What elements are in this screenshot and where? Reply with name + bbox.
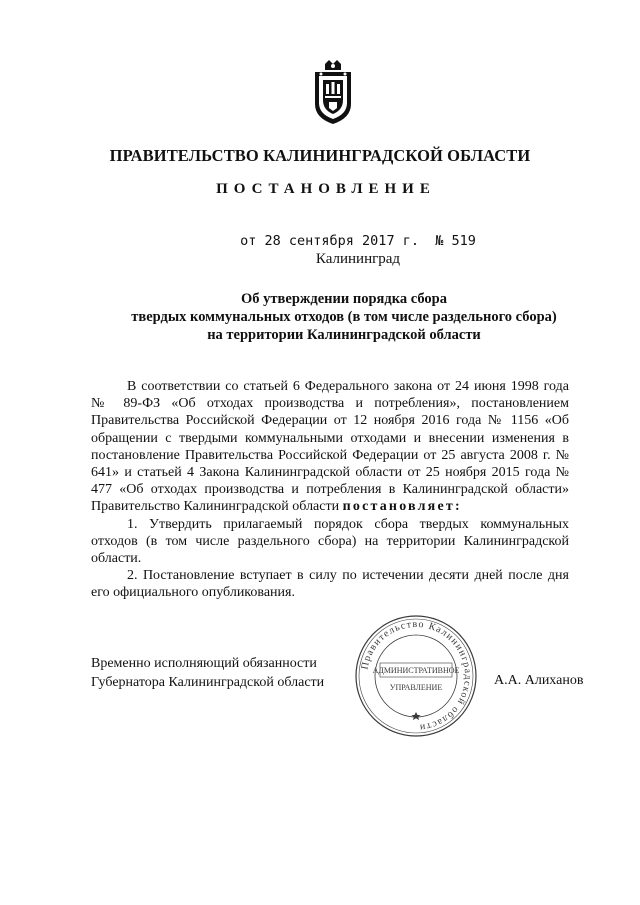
- preamble-paragraph: [91, 378, 569, 516]
- document-body: [91, 378, 569, 602]
- signatory-name: А.А. Алиханов: [494, 673, 584, 688]
- coat-of-arms-icon: [311, 60, 355, 126]
- star-icon: [412, 712, 421, 720]
- position-line: Временно исполняющий обязанности: [91, 656, 317, 671]
- stamp-center-line-1: АДМИНИСТРАТИВНОЕ: [372, 666, 460, 675]
- document-type: ПОСТАНОВЛЕНИЕ: [216, 181, 436, 197]
- stamp-center-line-2: УПРАВЛЕНИЕ: [389, 683, 443, 692]
- item-2: 2. Постановление вступает в силу по истечении десяти дней после дня его официального опубликования.: [91, 568, 569, 601]
- stamp-ring-text: Правительство Калининградской области: [359, 618, 474, 734]
- city: Калининград: [315, 251, 401, 267]
- signatory-position: [91, 654, 324, 692]
- organization-name: ПРАВИТЕЛЬСТВО КАЛИНИНГРАДСКОЙ ОБЛАСТИ: [109, 146, 531, 165]
- item-1: 1. Утвердить прилагаемый порядок сбора твердых коммунальных отходов (в том числе раздельного сбора) на территории Калининградской области.: [91, 516, 569, 567]
- resolves-word: постановляет:: [342, 499, 462, 515]
- title-line: твердых коммунальных отходов (в том числе раздельного сбора): [131, 309, 557, 325]
- preamble-text: В соответствии со статьей 6 Федерального закона от 24 июня 1998 года № 89-ФЗ «Об отходах производства и потребления», постановлением Правительства Российской Федерации от 12 ноября 2016 года № 1156 «Об обращении с твердыми коммунальными отходами и внесении изменения в постановление Правительства Российской Федерации от 25 августа 2008 г. № 641» и статьей 4 Закона Калининградской области от 25 ноября 2015 года № 477 «Об отходах производства и потребления в Калининградской области» Правительство Калининградской области: [91, 379, 569, 515]
- title-line: Об утверждении порядка сбора: [241, 291, 447, 307]
- title-line: на территории Калининградской области: [207, 327, 481, 343]
- official-stamp: [353, 613, 479, 739]
- date-and-number: от 28 сентября 2017 г. № 519: [240, 233, 476, 249]
- document-title: [24, 290, 640, 344]
- position-line: Губернатора Калининградской области: [91, 675, 325, 690]
